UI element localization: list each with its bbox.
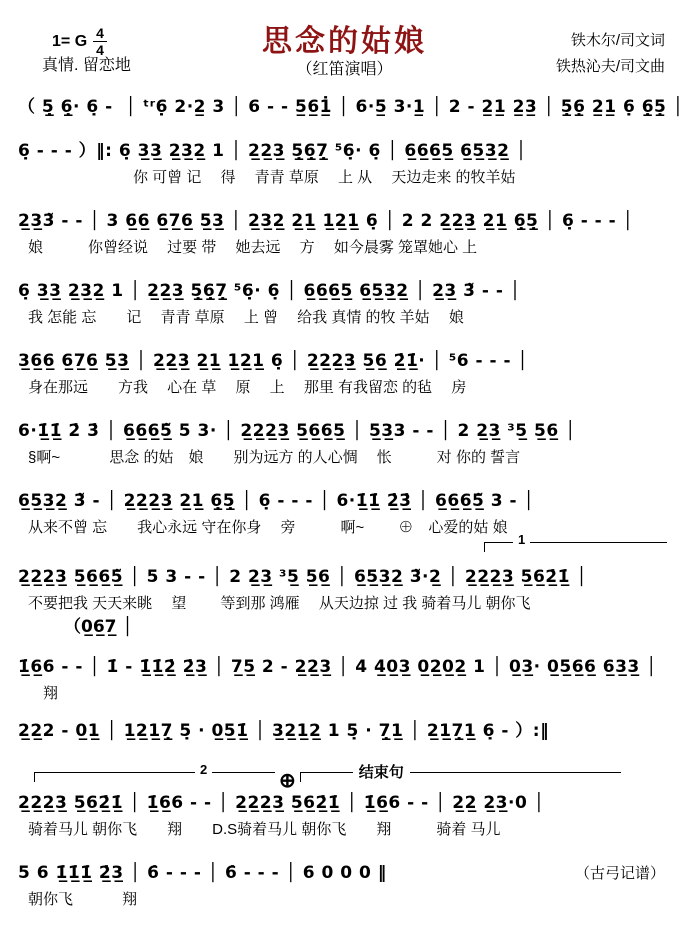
key-label: 1= G xyxy=(52,32,88,50)
score-system-2 xyxy=(8,136,681,206)
notation-line: 3̲6̲6̲ 6̲7̲6̲ 5̲3̲ │ 2̲2̲3̲ 2̲1̲ 1̲2̲1̲ 6̣ │ 2̲2̲2̲3̲ 5̲6̲ 2̲̇1̲̇· │ ⁵6 - - - │ xyxy=(18,351,529,371)
lyrics-line: 从来不曾 忘 我心永远 守在你身 旁 啊~ ⊕ 心爱的姑 娘 xyxy=(28,519,508,536)
closing-phrase-label: 结束句 xyxy=(353,761,410,782)
notation-line: 5 6 1̲̇1̲̇1̲̇ 2̲̇3̲ │ 6̇ - - - │ 6̇ - - - │ 6 0 0 0 ‖ xyxy=(18,863,387,883)
lyricist-credit: 铁木尔/司文词 xyxy=(570,32,665,49)
first-ending-label: 1 xyxy=(513,532,530,547)
score-system-4 xyxy=(8,276,681,346)
score-system-1 xyxy=(8,92,684,136)
notation-line: 6̣ - - - ）‖: 6̣ 3̲3̲ 2̲3̲2̲ 1 │ 2̲2̲3̲ 5̣̲6̣̲7̣̲ ⁵6̣· 6̣ │ 6̲6̲6̲5̲ 6̲5̲3̲2̲ │ xyxy=(18,141,527,161)
transcription-note: （古弓记谱） xyxy=(574,865,665,882)
subtitle: （红笛演唱） xyxy=(296,61,393,78)
score-system-10 xyxy=(8,716,681,792)
lyrics-line: 娘 你曾经说 过要 带 她去远 方 如今晨雾 笼罩她心 上 xyxy=(28,239,478,256)
pickup-notation-line: （0̲6̲7̲ │ xyxy=(64,617,133,637)
ending-annotation-row xyxy=(34,756,621,792)
notation-line: 6·1̲̇1̲̇ 2̇ 3̇ │ 6̲6̲6̲5̲̃ 5 3· │ 2̲2̲2̲3̲ 5̲6̲6̲5̲ │ 5̲3̲3 - - │ 2 2̲3̲ ³5̲ 5̲6̲ │ xyxy=(18,421,576,441)
lyrics-line: 我 怎能 忘 记 青青 草原 上 曾 给我 真情 的牧 羊姑 娘 xyxy=(28,309,464,326)
first-ending-bracket xyxy=(484,532,667,552)
notation-line: 2̲3̲3̃ - - │ 3 6̲6̲ 6̲7̲6̲ 5̲3̲ │ 2̲3̲2̲ 2̲1̲ 1̲2̲1̲ 6̣ │ 2 2 2̲2̲3̲ 2̲1̲ 6̣̲5̣̲ │ 6̣ - - - │ xyxy=(18,211,634,231)
score-system-6 xyxy=(8,416,681,486)
notation-line: 6̲5̲3̲2̲ 3̃ - │ 2̲2̲2̲3̲ 2̲1̲ 6̣̲5̣̲ │ 6̣ - - - │ 6·1̲̇1̲̇ 2̲̇3̲̇ │ 6̲6̲6̲5̲̃ 3 - │ xyxy=(18,491,535,511)
lyrics-line: 你 可曾 记 得 青青 草原 上 从 天边走来 的牧羊姑 xyxy=(28,169,516,186)
second-ending-label: 2 xyxy=(195,762,212,777)
lyrics-line: 骑着马儿 朝你飞 翔 D.S骑着马儿 朝你飞 翔 骑着 马儿 xyxy=(28,821,501,838)
time-signature-numerator: 4 xyxy=(93,26,107,42)
notation-line: 1̲̇6̲6 - - │ 1̇ - 1̲̇1̲̇2̲̇ 2̲̇3̲ │ 7̲5̲ 2 - 2̲2̲3̲ │ 4 4̲0̲3̲ 0̲2̲0̲2̲ 1 │ 0̲3̲· 0̲5̲6̲6̲ 6̲3̲3̲ │ xyxy=(18,657,657,677)
closing-phrase-bracket xyxy=(300,764,621,782)
lyrics-line: 翔 xyxy=(28,685,59,702)
notation-line: （ 5̣̲ 6̣̲· 6̣ - │ ᵗʳ6̣ 2·2̲ 3 │ 6 - - 5̲6̲1̲̇ │ 6·5̲ 3·1̲ │ 2 - 2̲1̲ 2̲3̲ │ 5̣̲6̣̲ 2̲1̲ 6̣ 6̣̲5̣̲ │ xyxy=(18,97,684,117)
lyrics-line: §啊~ 思念 的姑 娘 别为远方 的人心惆 怅 对 你的 誓言 xyxy=(28,449,521,466)
score-system-12 xyxy=(8,858,681,928)
sheet-header xyxy=(0,0,689,92)
time-signature-denominator: 4 xyxy=(96,42,104,58)
score-system-7 xyxy=(8,486,681,562)
second-ending-bracket xyxy=(34,762,275,782)
notation-line: 2̲2̲2̲3̲ 5̲6̲6̲5̲̃ │ 5 3 - - │ 2 2̲3̲ ³5̲ 5̲6̲ │ 6̲5̲3̲2̲ 3̃·2̲ │ 2̲2̲2̲3̲ 5̲6̲2̲̇1̲̇ │ xyxy=(18,567,588,587)
credits xyxy=(556,28,665,80)
notation-line: 2̲2̲2 - 0̲1̲ │ 1̲2̲1̲7̣̲ 5̣ · 0̲5̲1̲̇ │ 3̲2̲1̲2̲ 1 5̣ · 7̣̲1̲ │ 2̲1̲7̣̲1̲ 6̣ - ）:‖ xyxy=(18,721,550,741)
lyrics-line: 朝你飞 翔 xyxy=(28,891,138,908)
score-system-3 xyxy=(8,206,681,276)
notation-line: 6̣ 3̲3̲ 2̲3̲2̲ 1 │ 2̲2̲3̲ 5̣̲6̣̲7̣̲ ⁵6̣· 6̣ │ 6̲6̲6̲5̲ 6̲5̲3̲2̲ │ 2̲3̲ 3̃ - - │ xyxy=(18,281,521,301)
expression-marking: 真情. 留恋地 xyxy=(42,57,131,74)
score-body xyxy=(0,92,689,928)
notation-line: 2̲2̲2̲3̲ 5̲6̲2̲̇1̲̇ │ 1̲̇6̲6 - - │ 2̲2̲2̲3̲ 5̲6̲2̲̇1̲̇ │ 1̲̇6̲6 - - │ 2̲2̲ 2̲3̲·0 │ xyxy=(18,793,545,813)
score-system-5 xyxy=(8,346,681,416)
lyrics-line: 不要把我 天天来眺 望 等到那 鸿雁 从天边掠 过 我 骑着马儿 朝你飞 xyxy=(28,595,531,612)
page-title: 思念的姑娘 xyxy=(262,25,427,58)
score-system-9 xyxy=(8,652,681,716)
score-system-8 xyxy=(8,562,681,652)
score-system-11 xyxy=(8,788,681,858)
coda-icon: ⊕ xyxy=(279,770,296,792)
lyrics-line: 身在那远 方我 心在 草 原 上 那里 有我留恋 的毡 房 xyxy=(28,379,467,396)
composer-credit: 铁热沁夫/司文曲 xyxy=(555,58,665,75)
